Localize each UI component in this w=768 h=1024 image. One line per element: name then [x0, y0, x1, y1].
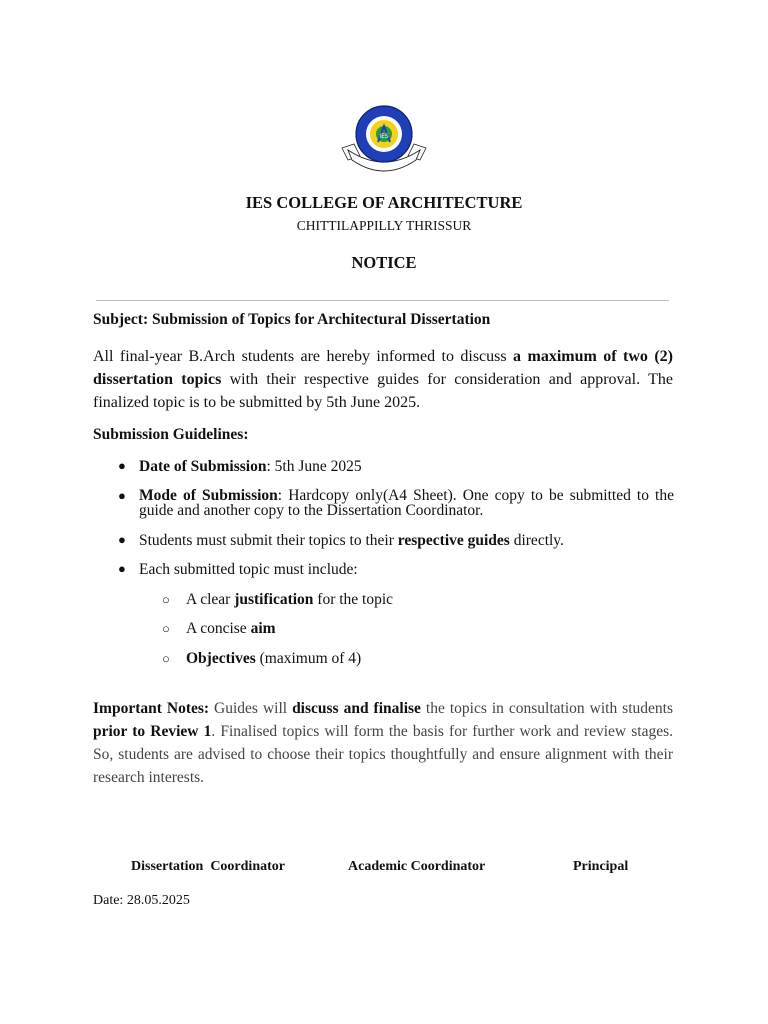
important-notes	[93, 697, 673, 789]
sub1-text-2: for the topic	[313, 591, 394, 608]
circle-bullet-icon: ○	[162, 592, 170, 607]
mode-label: Mode of Submission	[139, 487, 278, 504]
sub1-bold: justification	[234, 591, 314, 608]
notes-label: Important Notes:	[93, 700, 210, 717]
sub1-text-1: A clear	[186, 591, 235, 608]
date-label: Date of Submission	[139, 458, 267, 475]
intro-paragraph	[93, 345, 673, 414]
circle-bullet-icon: ○	[162, 651, 170, 666]
bullet-dot-icon: ●	[118, 458, 126, 473]
date-value: : 5th June 2025	[266, 458, 362, 475]
sub2-bold: aim	[250, 620, 276, 637]
notes-bold-1: discuss and finalise	[292, 700, 421, 717]
logo-text: IES	[379, 133, 389, 140]
guides-text-1: Students must submit their topics to their	[139, 532, 398, 549]
bullet-dot-icon: ●	[118, 532, 126, 547]
notes-text-2: the topics in consultation with students	[420, 700, 673, 717]
notes-text-3: . Finalised topics will form the basis for further work and review stages. So, students are advised to choose their topics thoughtfully and ensure alignment with their research interests.	[93, 723, 673, 786]
college-name: IES COLLEGE OF ARCHITECTURE	[245, 193, 523, 212]
mode-value: : Hardcopy only(A4 Sheet). One copy to be submitted to the guide and another copy to the Dissertation Coordinator.	[139, 487, 674, 519]
intro-text-1: All final-year B.Arch students are hereby informed to discuss	[93, 348, 514, 365]
signature-academic-coordinator: Academic Coordinator	[348, 859, 486, 874]
signature-dissertation-coordinator: Dissertation Coordinator	[131, 859, 285, 874]
include-text: Each submitted topic must include:	[139, 561, 358, 578]
sub2-text: A concise	[186, 620, 251, 637]
guides-bold: respective guides	[397, 532, 510, 549]
college-logo	[338, 104, 430, 174]
subject-line: Subject: Submission of Topics for Architectural Dissertation	[93, 311, 491, 328]
notice-title: NOTICE	[351, 253, 417, 272]
circle-bullet-icon: ○	[162, 621, 170, 636]
notice-date: Date: 28.05.2025	[93, 893, 190, 908]
guidelines-heading: Submission Guidelines:	[93, 426, 249, 443]
sub3-text: (maximum of 4)	[255, 650, 362, 667]
divider-line	[96, 300, 669, 301]
sub3-bold: Objectives	[186, 650, 256, 667]
bullet-dot-icon: ●	[118, 561, 126, 576]
guides-text-2: directly.	[509, 532, 564, 549]
notes-bold-2: prior to Review 1	[93, 723, 212, 740]
college-location: CHITTILAPPILLY THRISSUR	[296, 218, 472, 233]
intro-bold: a maximum of two (2) dissertation topics	[93, 348, 673, 388]
signature-principal: Principal	[573, 859, 629, 874]
bullet-dot-icon: ●	[118, 488, 126, 503]
intro-text-2: with their respective guides for consideration and approval. The finalized topic is to be submitted by 5th June 2025.	[93, 371, 674, 411]
notes-text-1: Guides will	[209, 700, 293, 717]
